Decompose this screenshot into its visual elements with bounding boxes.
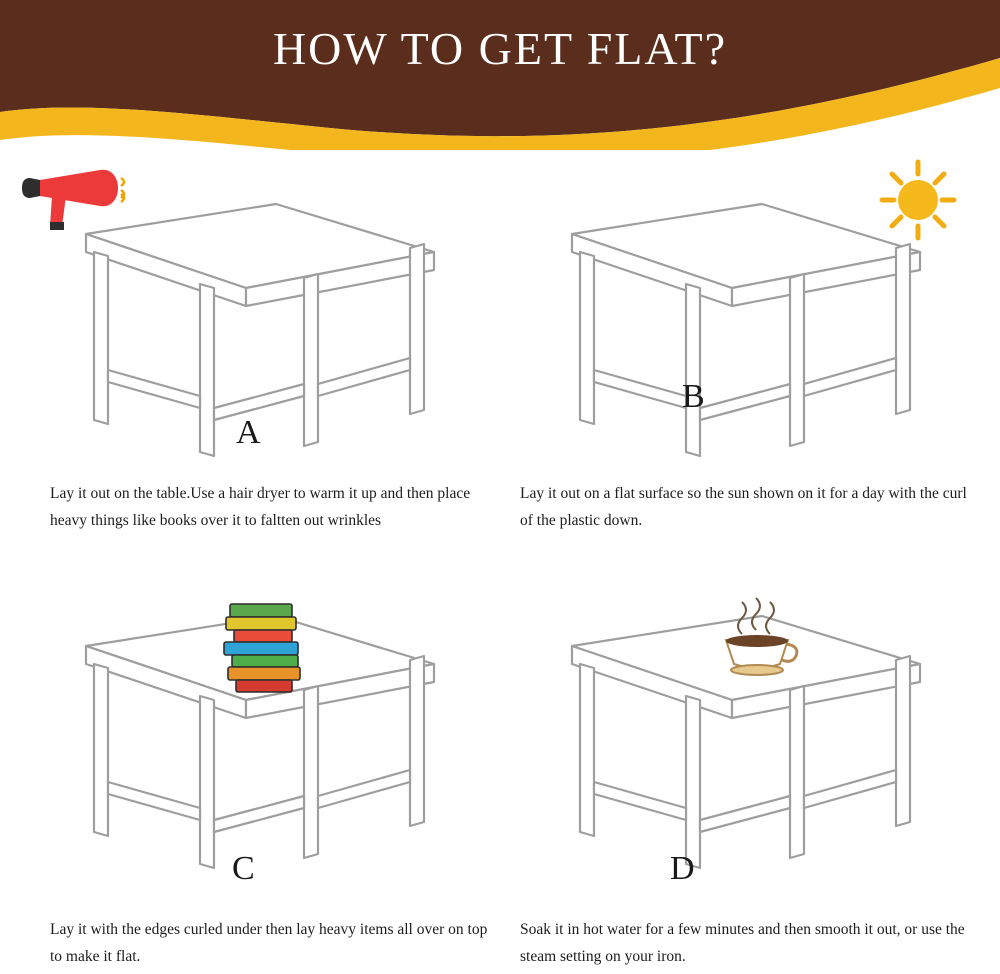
panel-letter-b: B <box>682 378 705 415</box>
panel-caption-c: Lay it with the edges curled under then lay heavy items all over on top to make it flat. <box>50 921 488 965</box>
panel-caption-b: Lay it out on a flat surface so the sun shown on it for a day with the curl of the plastic down. <box>520 485 967 529</box>
panels-grid <box>0 150 1000 974</box>
panel-d <box>500 568 980 968</box>
stack-of-books-icon <box>214 596 324 706</box>
panel-letter-d: D <box>670 850 695 887</box>
panel-b <box>500 156 980 556</box>
page-title: HOW TO GET FLAT? <box>272 23 728 74</box>
coffee-cup-icon <box>712 596 802 676</box>
panel-caption-d: Soak it in hot water for a few minutes and then smooth it out, or use the steam setting on your iron. <box>520 921 965 965</box>
sun-icon <box>868 156 968 246</box>
panel-c <box>14 568 494 968</box>
hair-dryer-icon <box>22 164 132 234</box>
panel-letter-a: A <box>236 414 261 451</box>
header-banner <box>0 0 1000 150</box>
panel-a <box>14 156 494 556</box>
panel-caption-a: Lay it out on the table.Use a hair dryer to warm it up and then place heavy things like books over it to faltten out wrinkles <box>50 485 471 529</box>
panel-letter-c: C <box>232 850 255 887</box>
